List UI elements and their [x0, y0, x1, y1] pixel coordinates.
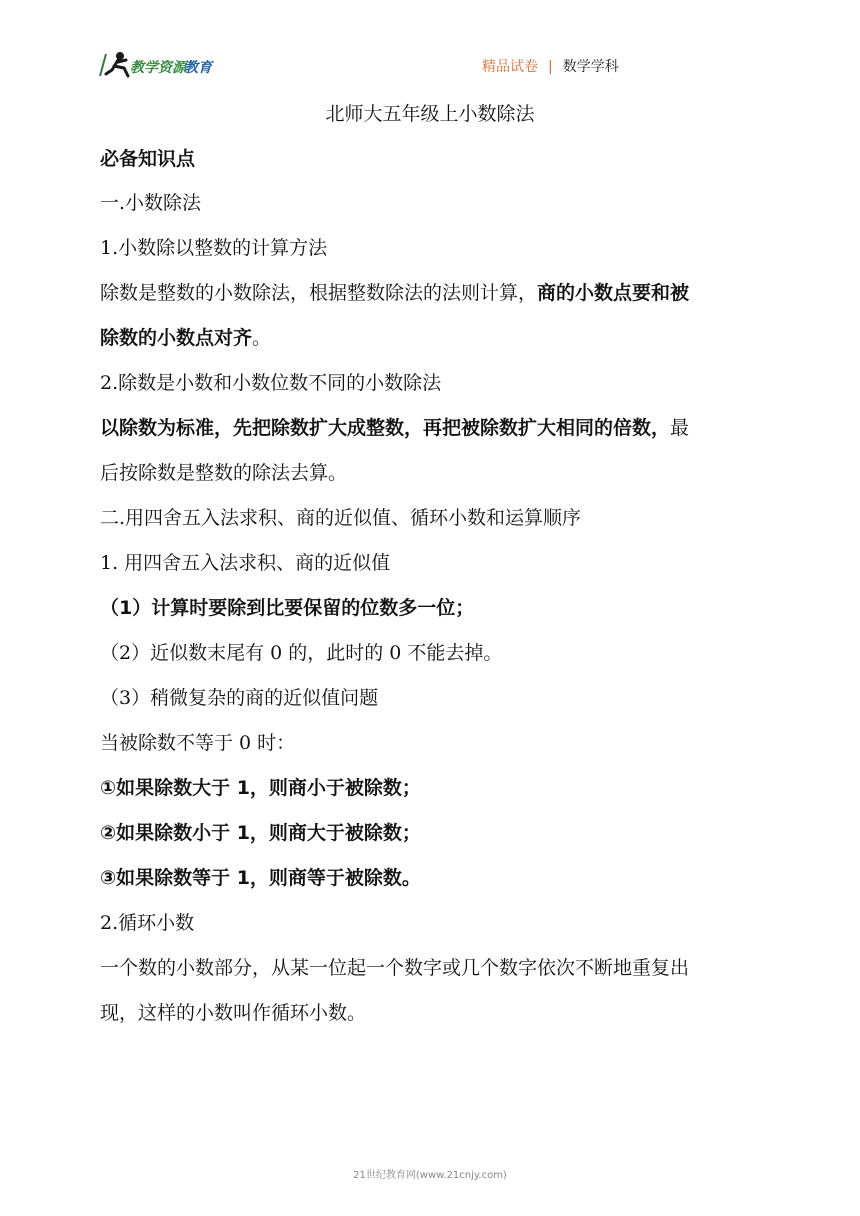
svg-text:教育: 教育	[184, 60, 212, 76]
part2-heading: 二.用四舍五入法求积、商的近似值、循环小数和运算顺序	[100, 507, 582, 529]
p1-1-text-plain: 除数是整数的小数除法，根据整数除法的法则计算，	[100, 282, 538, 304]
p1-1-heading: 1.小数除以整数的计算方法	[100, 237, 328, 259]
document-title: 北师大五年级上小数除法	[325, 103, 535, 125]
rule-2: ②如果除数小于 1，则商大于被除数；	[100, 822, 421, 844]
p1-2-text-emphasis: 以除数为标准，先把除数扩大成整数，再把被除数扩大相同的倍数，	[100, 417, 671, 439]
page-footer: 21世纪教育网(www.21cnjy.com)	[353, 1170, 507, 1181]
p2-1-item1: （1）计算时要除到比要保留的位数多一位；	[100, 597, 475, 619]
rule-3: ③如果除数等于 1，则商等于被除数。	[100, 867, 421, 889]
p1-1-text-emphasis-cont: 除数的小数点对齐	[100, 327, 253, 349]
header-label-subject: 数学学科	[562, 59, 619, 75]
page-header	[0, 0, 860, 90]
header-separator: |	[548, 59, 553, 75]
rule-1: ①如果除数大于 1，则商小于被除数；	[100, 777, 421, 799]
p2-1-condition: 当被除数不等于 0 时：	[100, 732, 296, 754]
p1-2-text-plain: 最	[670, 417, 690, 439]
publisher-logo	[96, 48, 226, 80]
svg-text:教学资源: 教学资源	[130, 60, 186, 76]
section-heading: 必备知识点	[100, 148, 196, 170]
p1-1-text-end: 。	[252, 327, 272, 349]
p2-2-text-line1: 一个数的小数部分，从某一位起一个数字或几个数字依次不断地重复出	[100, 957, 690, 979]
p2-1-item2: （2）近似数末尾有 0 的，此时的 0 不能去掉。	[100, 642, 503, 664]
header-label-quality-paper: 精品试卷	[482, 59, 538, 75]
p2-1-heading: 1. 用四舍五入法求积、商的近似值	[100, 552, 391, 574]
p1-2-text-line2: 后按除数是整数的除法去算。	[100, 462, 348, 484]
p1-1-text-line2	[100, 325, 271, 351]
p2-2-heading: 2.循环小数	[100, 912, 195, 934]
p2-1-item3: （3）稍微复杂的商的近似值问题	[100, 687, 379, 709]
p1-2-text-line1	[100, 415, 689, 441]
p1-1-text-line1	[100, 280, 689, 306]
p2-2-text-line2: 现，这样的小数叫作循环小数。	[100, 1002, 367, 1024]
p1-1-text-emphasis: 商的小数点要和被	[537, 282, 690, 304]
header-subject	[482, 56, 619, 76]
part1-heading: 一.小数除法	[100, 192, 202, 214]
p1-2-heading: 2.除数是小数和小数位数不同的小数除法	[100, 372, 442, 394]
